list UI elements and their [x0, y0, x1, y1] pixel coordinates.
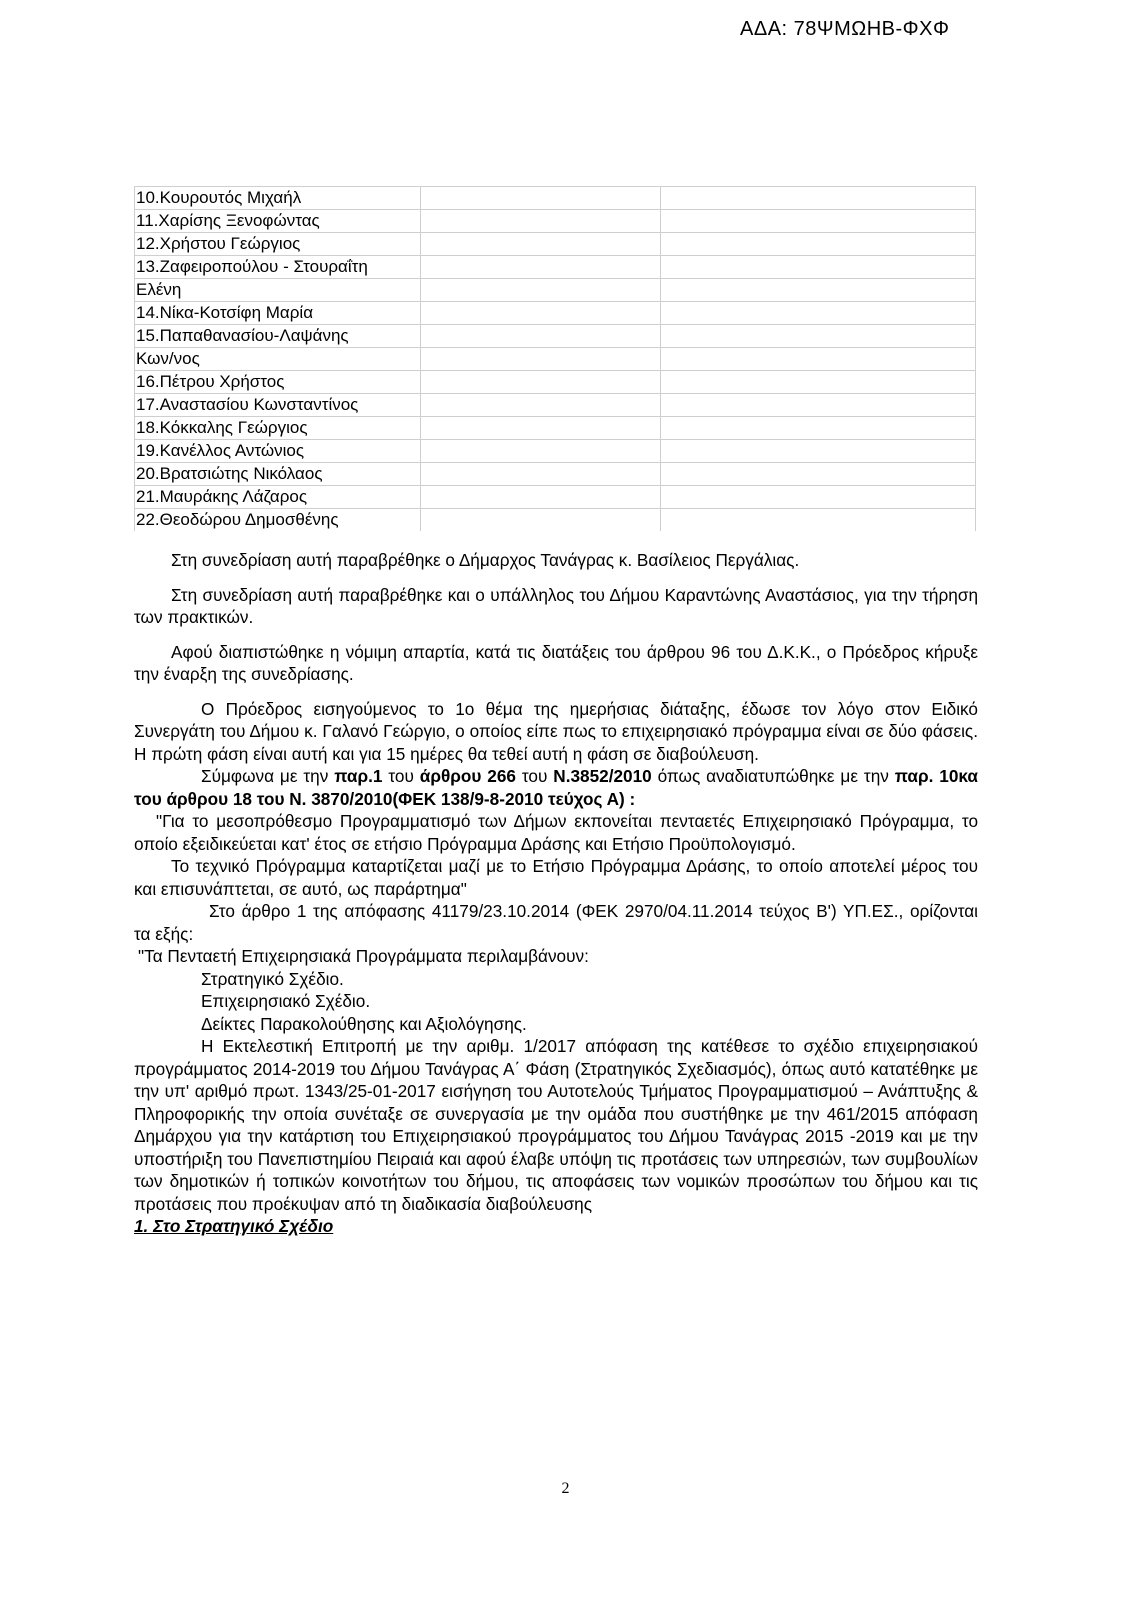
paragraph-clerk-present: Στη συνεδρίαση αυτή παραβρέθηκε και ο υπάλληλος του Δήμου Καραντώνης Αναστάσιος, για την τήρηση των πρακτικών.	[134, 584, 978, 627]
empty-cell	[421, 440, 661, 463]
member-name-cell: 22.Θεοδώρου Δημοσθένης	[135, 509, 421, 532]
empty-cell	[661, 371, 976, 394]
legal-bold-ref: Ν.3852/2010	[553, 766, 652, 786]
page-number: 2	[561, 1480, 570, 1497]
empty-cell	[661, 417, 976, 440]
table-row	[135, 509, 976, 532]
empty-cell	[421, 187, 661, 210]
empty-cell	[661, 394, 976, 417]
member-name-cell: 18.Κόκκαλης Γεώργιος	[135, 417, 421, 440]
empty-cell	[421, 233, 661, 256]
list-item: Επιχειρησιακό Σχέδιο.	[201, 991, 371, 1011]
legal-text: του	[515, 766, 554, 786]
empty-cell	[421, 417, 661, 440]
empty-cell	[661, 325, 976, 348]
member-name-cell: 12.Χρήστου Γεώργιος	[135, 233, 421, 256]
paragraph-decision-reference: Στο άρθρο 1 της απόφασης 41179/23.10.2014 (ΦΕΚ 2970/04.11.2014 τεύχος Β') ΥΠ.ΕΣ., ορίζονται τα εξής:	[134, 901, 978, 944]
empty-cell	[661, 279, 976, 302]
minutes-body	[134, 549, 978, 1238]
ada-code: ΑΔΑ: 78ΨΜΩΗΒ-ΦΧΦ	[740, 18, 950, 40]
member-name-cell: 17.Αναστασίου Κωνσταντίνος	[135, 394, 421, 417]
empty-cell	[421, 486, 661, 509]
member-name-cell: 10.Κουρουτός Μιχαήλ	[135, 187, 421, 210]
table-row	[135, 440, 976, 463]
table-row	[135, 256, 976, 279]
empty-cell	[421, 325, 661, 348]
legal-text: του	[382, 766, 420, 786]
table-row	[135, 394, 976, 417]
empty-cell	[421, 210, 661, 233]
legal-bold-ref: παρ. 10κα του άρθρου 18 του Ν. 3870/2010(ΦΕΚ 138/9-8-2010 τεύχος Α) :	[134, 766, 979, 809]
legal-bold-ref: άρθρου 266	[419, 766, 516, 786]
list-item: Δείκτες Παρακολούθησης και Αξιολόγησης.	[201, 1013, 527, 1034]
empty-cell	[421, 302, 661, 325]
empty-cell	[421, 509, 661, 532]
legal-text: όπως αναδιατυπώθηκε με την	[651, 766, 895, 786]
paragraph-quote-programme: "Για το μεσοπρόθεσμο Προγραμματισμό των Δήμων εκπονείται πενταετές Επιχειρησιακό Πρόγραμμα, το οποίο εξειδικεύεται κατ' έτος σε ετήσιο Πρόγραμμα Δράσης και Ετήσιο Προϋπολογισμό.	[134, 811, 978, 854]
list-item: Στρατηγικό Σχέδιο.	[201, 968, 344, 989]
empty-cell	[421, 279, 661, 302]
empty-cell	[421, 463, 661, 486]
empty-cell	[661, 486, 976, 509]
paragraph-legal-basis	[134, 765, 978, 810]
member-name-cell: 11.Χαρίσης Ξενοφώντας	[135, 210, 421, 233]
empty-cell	[421, 394, 661, 417]
member-name-cell: 21.Μαυράκης Λάζαρος	[135, 486, 421, 509]
table-row	[135, 187, 976, 210]
empty-cell	[661, 348, 976, 371]
legal-bold-ref: παρ.1	[334, 766, 383, 786]
paragraph-executive-committee: Η Εκτελεστική Επιτροπή με την αριθμ. 1/2017 απόφαση της κατέθεσε το σχέδιο επιχειρησιακού προγράμματος 2014-2019 του Δήμου Τανάγρας Α΄ Φάση (Στρατηγικός Σχεδιασμός), όπως αυτό κατατέθηκε με την υπ' αριθμό πρωτ. 1343/25-01-2017 εισήγηση του Αυτοτελούς Τμήματος Προγραμματισμού – Ανάπτυξης & Πληροφορικής την οποία συνέταξε σε συνεργασία με την ομάδα που συστήθηκε με την 461/2015 απόφαση Δημάρχου για την κατάρτιση του Επιχειρησιακού προγράμματος του Δήμου Τανάγρας 2015 -2019 και με την υποστήριξη του Πανεπιστημίου Πειραιά και αφού έλαβε υπόψη τις προτάσεις των υπηρεσιών, των συμβουλίων των δημοτικών ή τοπικών κοινοτήτων του δήμου, τις αποφάσεις των νομικών προσώπων του δήμου και τις προτάσεις που προέκυψαν από τη διαδικασία διαβούλευσης	[134, 1036, 978, 1214]
empty-cell	[661, 509, 976, 532]
table-row	[135, 371, 976, 394]
table-row	[135, 463, 976, 486]
empty-cell	[421, 371, 661, 394]
table-row	[135, 302, 976, 325]
table-row	[135, 233, 976, 256]
empty-cell	[661, 210, 976, 233]
empty-cell	[661, 233, 976, 256]
member-name-cell: Ελένη	[135, 279, 421, 302]
table-row	[135, 348, 976, 371]
empty-cell	[421, 348, 661, 371]
table-row	[135, 210, 976, 233]
table-row	[135, 417, 976, 440]
paragraph-programmes-include: "Τα Πενταετή Επιχειρησιακά Προγράμματα περιλαμβάνουν:	[138, 946, 589, 966]
member-name-cell: Κων/νος	[135, 348, 421, 371]
member-name-cell: 16.Πέτρου Χρήστος	[135, 371, 421, 394]
member-name-cell: 15.Παπαθανασίου-Λαψάνης	[135, 325, 421, 348]
empty-cell	[661, 440, 976, 463]
paragraph-technical-programme: Το τεχνικό Πρόγραμμα καταρτίζεται μαζί με το Ετήσιο Πρόγραμμα Δράσης, το οποίο αποτελεί μέρος του και επισυνάπτεται, σε αυτό, ως παράρτημα"	[134, 856, 978, 899]
paragraph-quorum: Αφού διαπιστώθηκε η νόμιμη απαρτία, κατά τις διατάξεις του άρθρου 96 του Δ.Κ.Κ., ο Πρόεδρος κήρυξε την έναρξη της συνεδρίασης.	[134, 641, 978, 684]
empty-cell	[421, 256, 661, 279]
empty-cell	[661, 256, 976, 279]
table-row	[135, 325, 976, 348]
section-heading: 1. Στο Στρατηγικό Σχέδιο	[134, 1216, 334, 1236]
empty-cell	[661, 187, 976, 210]
paragraph-agenda-item: Ο Πρόεδρος εισηγούμενος το 1ο θέμα της ημερήσιας διάταξης, έδωσε τον λόγο στον Ειδικό Συνεργάτη του Δήμου κ. Γαλανό Γεώργιο, ο οποίος είπε πως το επιχειρησιακό πρόγραμμα είναι σε δύο φάσεις. Η πρώτη φάση είναι αυτή και για 15 ημέρες θα τεθεί αυτή η φάση σε διαβούλευση.	[134, 698, 978, 764]
empty-cell	[661, 463, 976, 486]
table-row	[135, 279, 976, 302]
legal-text: Σύμφωνα με την	[201, 766, 335, 786]
empty-cell	[661, 302, 976, 325]
council-members-table	[134, 186, 976, 531]
member-name-cell: 14.Νίκα-Κοτσίφη Μαρία	[135, 302, 421, 325]
table-row	[135, 486, 976, 509]
member-name-cell: 13.Ζαφειροπούλου - Στουραΐτη	[135, 256, 421, 279]
member-name-cell: 20.Βρατσιώτης Νικόλαος	[135, 463, 421, 486]
paragraph-mayor-present: Στη συνεδρίαση αυτή παραβρέθηκε ο Δήμαρχος Τανάγρας κ. Βασίλειος Περγάλιας.	[171, 550, 800, 570]
member-name-cell: 19.Κανέλλος Αντώνιος	[135, 440, 421, 463]
